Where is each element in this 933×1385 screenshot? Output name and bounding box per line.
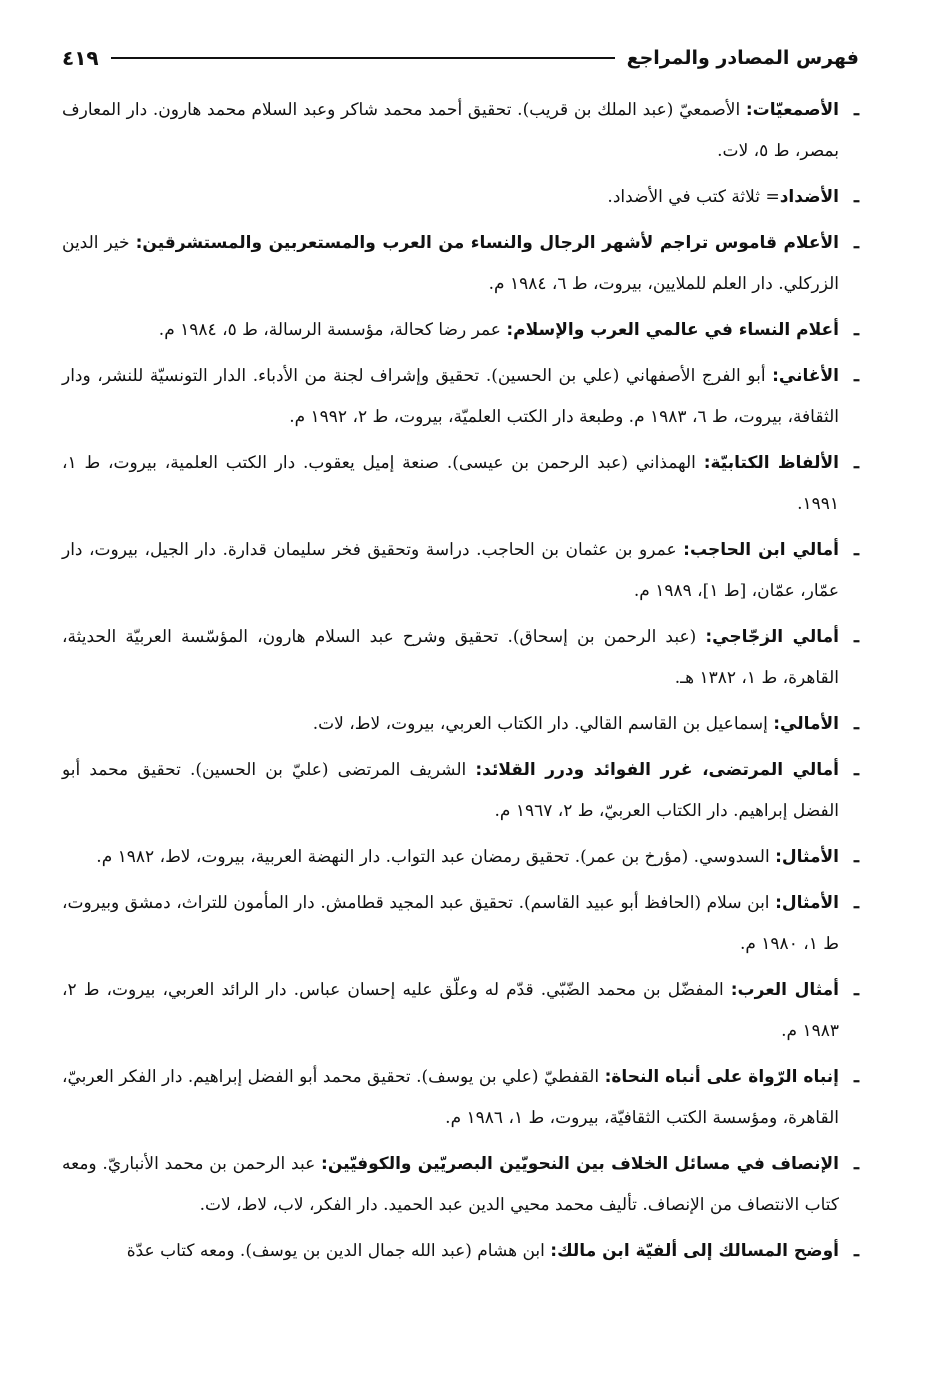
bibliography-entry <box>62 970 859 1052</box>
entry-dash: ـ <box>854 1067 859 1087</box>
page-number: ٤١٩ <box>62 46 99 70</box>
entry-dash: ـ <box>854 760 859 780</box>
entry-text: (عبد الرحمن بن إسحاق). تحقيق وشرح عبد السلام هارون، المؤسّسة العربيّة الحديثة، القاهرة، ط ١، ١٣٨٢ هـ. <box>62 627 839 688</box>
running-header <box>62 38 859 78</box>
bibliography-entry <box>62 223 859 305</box>
entry-dash: ـ <box>854 847 859 867</box>
entry-dash: ـ <box>854 627 859 647</box>
entry-text: خير الدين الزركلي. دار العلم للملايين، بيروت، ط ٦، ١٩٨٤ م. <box>62 233 839 294</box>
entry-title: أمالي الزجّاجي: <box>705 627 839 647</box>
bibliography-entry <box>62 617 859 699</box>
entry-title: الأصمعيّات: <box>745 100 839 120</box>
entry-text: ابن هشام (عبد الله جمال الدين بن يوسف). ومعه كتاب عدّة <box>126 1241 545 1261</box>
entry-title: الألفاظ الكتابيّة: <box>703 453 840 473</box>
entry-text: أبو الفرج الأصفهاني (علي بن الحسين). تحقيق وإشراف لجنة من الأدباء. الدار التونسيّة للنشر، ودار الثقافة، بيروت، ط ٦، ١٩٨٣ م. وطبعة دار الكتب العلميّة، بيروت، ط ٢، ١٩٩٢ م. <box>62 366 839 427</box>
entry-text: عبد الرحمن بن محمد الأنباريّ. ومعه كتاب الانتصاف من الإنصاف. تأليف محمد محيي الدين عبد الحميد. دار الفكر، لاب، لاط، لات. <box>62 1154 839 1215</box>
bibliography-entry <box>62 443 859 525</box>
bibliography-entry <box>62 530 859 612</box>
bibliography-entry <box>62 177 859 218</box>
entry-dash: ـ <box>854 187 859 207</box>
entry-text: عمر رضا كحالة، مؤسسة الرسالة، ط ٥، ١٩٨٤ م. <box>158 320 501 340</box>
entry-title: الأعلام قاموس تراجم لأشهر الرجال والنساء من العرب والمستعربين والمستشرقين: <box>135 233 840 253</box>
entry-dash: ـ <box>854 980 859 1000</box>
entry-text: = ثلاثة كتب في الأضداد. <box>607 187 780 207</box>
entry-dash: ـ <box>854 453 859 473</box>
bibliography-list <box>62 90 859 1272</box>
bibliography-entry <box>62 1057 859 1139</box>
entry-text: السدوسي. (مؤرخ بن عمر). تحقيق رمضان عبد التواب. دار النهضة العربية، بيروت، لاط، ١٩٨٢ م. <box>96 847 770 867</box>
bibliography-entry <box>62 704 859 745</box>
bibliography-entry <box>62 750 859 832</box>
entry-title: أمالي المرتضى، غرر الفوائد ودرر القلائد: <box>475 760 839 780</box>
entry-text: المفضّل بن محمد الضّبّي. قدّم له وعلّق عليه إحسان عباس. دار الرائد العربي، بيروت، ط ٢، ١٩٨٣ م. <box>62 980 839 1041</box>
header-rule <box>111 57 615 59</box>
entry-dash: ـ <box>854 320 859 340</box>
entry-dash: ـ <box>854 893 859 913</box>
running-title: فهرس المصادر والمراجع <box>626 47 859 69</box>
entry-title: أعلام النساء في عالمي العرب والإسلام: <box>506 320 839 340</box>
bibliography-entry <box>62 90 859 172</box>
entry-text: ابن سلام (الحافظ أبو عبيد القاسم). تحقيق عبد المجيد قطامش. دار المأمون للتراث، دمشق وبيروت، ط ١، ١٩٨٠ م. <box>62 893 839 954</box>
entry-title: الأغاني: <box>772 366 839 386</box>
bibliography-entry <box>62 356 859 438</box>
bibliography-entry <box>62 1144 859 1226</box>
entry-title: إنباه الرّواة على أنباه النحاة: <box>604 1067 839 1087</box>
book-page <box>62 38 859 1365</box>
entry-dash: ـ <box>854 366 859 386</box>
entry-text: إسماعيل بن القاسم القالي. دار الكتاب العربي، بيروت، لاط، لات. <box>312 714 768 734</box>
entry-dash: ـ <box>854 1154 859 1174</box>
entry-title: الإنصاف في مسائل الخلاف بين النحويّين البصريّين والكوفيّين: <box>321 1154 839 1174</box>
entry-text: الأصمعيّ (عبد الملك بن قريب). تحقيق أحمد محمد شاكر وعبد السلام محمد هارون. دار المعارف بمصر، ط ٥، لات. <box>62 100 839 161</box>
entry-title: الأمثال: <box>775 847 839 867</box>
entry-title: أمثال العرب: <box>730 980 839 1000</box>
entry-text: الهمذاني (عبد الرحمن بن عيسى). صنعة إميل يعقوب. دار الكتب العلمية، بيروت، ط ١، ١٩٩١. <box>62 453 839 514</box>
entry-dash: ـ <box>854 714 859 734</box>
entry-title: الأمثال: <box>775 893 840 913</box>
bibliography-entry <box>62 837 859 878</box>
entry-dash: ـ <box>854 540 859 560</box>
entry-title: الأضداد <box>779 187 839 207</box>
entry-title: أوضح المسالك إلى ألفيّة ابن مالك: <box>550 1241 839 1261</box>
entry-title: أمالي ابن الحاجب: <box>683 540 839 560</box>
bibliography-entry <box>62 310 859 351</box>
entry-text: عمرو بن عثمان بن الحاجب. دراسة وتحقيق فخر سليمان قدارة. دار الجيل، بيروت، دار عمّار، عمّان، [ط ١]، ١٩٨٩ م. <box>62 540 839 601</box>
entry-dash: ـ <box>854 1241 859 1261</box>
entry-text: الشريف المرتضى (عليّ بن الحسين). تحقيق محمد أبو الفضل إبراهيم. دار الكتاب العربيّ، ط ٢، ١٩٦٧ م. <box>62 760 839 821</box>
entry-text: القفطيّ (علي بن يوسف). تحقيق محمد أبو الفضل إبراهيم. دار الفكر العربيّ، القاهرة، ومؤسسة الكتب الثقافيّة، بيروت، ط ١، ١٩٨٦ م. <box>62 1067 839 1128</box>
entry-title: الأمالي: <box>773 714 839 734</box>
entry-dash: ـ <box>854 233 859 253</box>
bibliography-entry <box>62 1231 859 1272</box>
bibliography-entry <box>62 883 859 965</box>
entry-dash: ـ <box>854 100 859 120</box>
